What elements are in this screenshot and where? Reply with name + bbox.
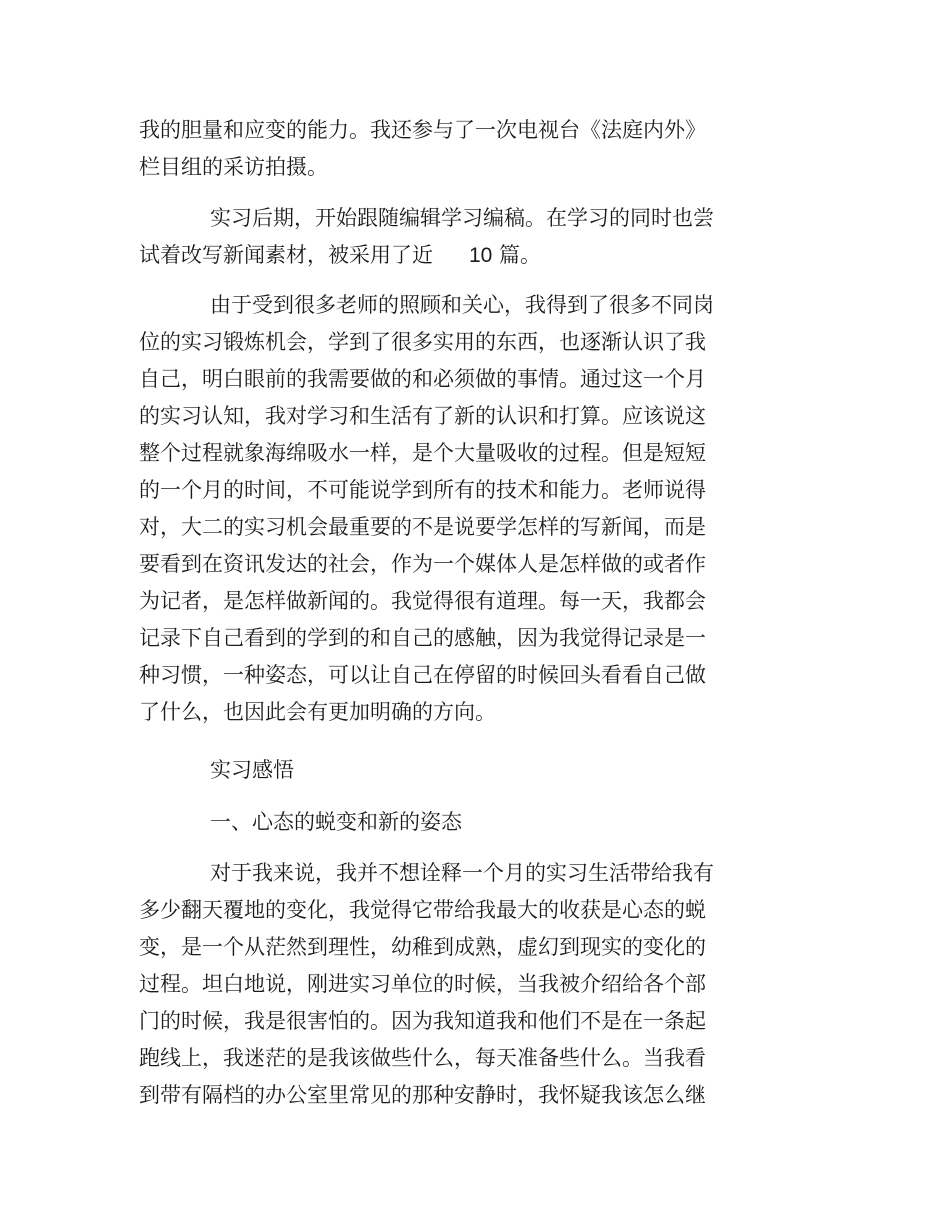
paragraph-1-line: 栏目组的采访拍摄。: [139, 155, 328, 179]
section-heading-text: 实习感悟: [210, 758, 294, 782]
paragraph-3-line: 位的实习锻炼机会，学到了很多实用的东西，也逐渐认识了我: [139, 330, 706, 354]
paragraph-4-line: 多少翻天覆地的变化，我觉得它带给我最大的收获是心态的蜕: [139, 898, 706, 922]
paragraph-3-line: 的实习认知，我对学习和生活有了新的认识和打算。应该说这: [139, 404, 706, 428]
paragraph-1: [139, 112, 759, 186]
paragraph-4-line: 过程。坦白地说，刚进实习单位的时候，当我被介绍给各个部: [139, 972, 706, 996]
paragraph-3-line: 为记者，是怎样做新闻的。我觉得很有道理。每一天，我都会: [139, 589, 706, 613]
paragraph-4-line: 对于我来说，我并不想诠释一个月的实习生活带给我有: [210, 861, 714, 885]
article-count: 10: [469, 244, 493, 267]
paragraph-3-line: 整个过程就象海绵吸水一样，是个大量吸收的过程。但是短短: [139, 441, 706, 465]
paragraph-4-line: 到带有隔档的办公室里常见的那种安静时，我怀疑我该怎么继: [139, 1083, 706, 1107]
paragraph-2-suffix: 篇。: [492, 243, 542, 267]
paragraph-3-line: 对，大二的实习机会最重要的不是说要学怎样的写新闻，而是: [139, 515, 706, 539]
paragraph-3-line: 的一个月的时间，不可能说学到所有的技术和能力。老师说得: [139, 478, 706, 502]
paragraph-2-line: 实习后期，开始跟随编辑学习编稿。在学习的同时也尝: [210, 206, 714, 230]
paragraph-4-line: 门的时候，我是很害怕的。因为我知道我和他们不是在一条起: [139, 1009, 706, 1033]
paragraph-3: [139, 287, 759, 731]
paragraph-2-text: 试着改写新闻素材，被采用了近: [139, 243, 433, 267]
paragraph-3-line: 种习惯，一种姿态，可以让自己在停留的时候回头看看自己做: [139, 663, 706, 687]
paragraph-3-line: 要看到在资讯发达的社会，作为一个媒体人是怎样做的或者作: [139, 552, 706, 576]
paragraph-2-line: [139, 237, 759, 274]
subsection-heading: [139, 804, 759, 841]
subsection-heading-text: 一、心态的蜕变和新的姿态: [210, 810, 462, 834]
paragraph-4: [139, 855, 759, 1114]
section-heading: [139, 752, 759, 789]
paragraph-3-line: 记录下自己看到的学到的和自己的感触，因为我觉得记录是一: [139, 626, 706, 650]
paragraph-3-line: 了什么，也因此会有更加明确的方向。: [139, 700, 496, 724]
paragraph-1-line: 我的胆量和应变的能力。我还参与了一次电视台《法庭内外》: [139, 118, 706, 142]
paragraph-2: [139, 200, 759, 274]
paragraph-3-line: 自己，明白眼前的我需要做的和必须做的事情。通过这一个月: [139, 367, 706, 391]
paragraph-4-line: 变，是一个从茫然到理性，幼稚到成熟，虚幻到现实的变化的: [139, 935, 706, 959]
paragraph-3-line: 由于受到很多老师的照顾和关心，我得到了很多不同岗: [210, 293, 714, 317]
paragraph-4-line: 跑线上，我迷茫的是我该做些什么，每天准备些什么。当我看: [139, 1046, 706, 1070]
